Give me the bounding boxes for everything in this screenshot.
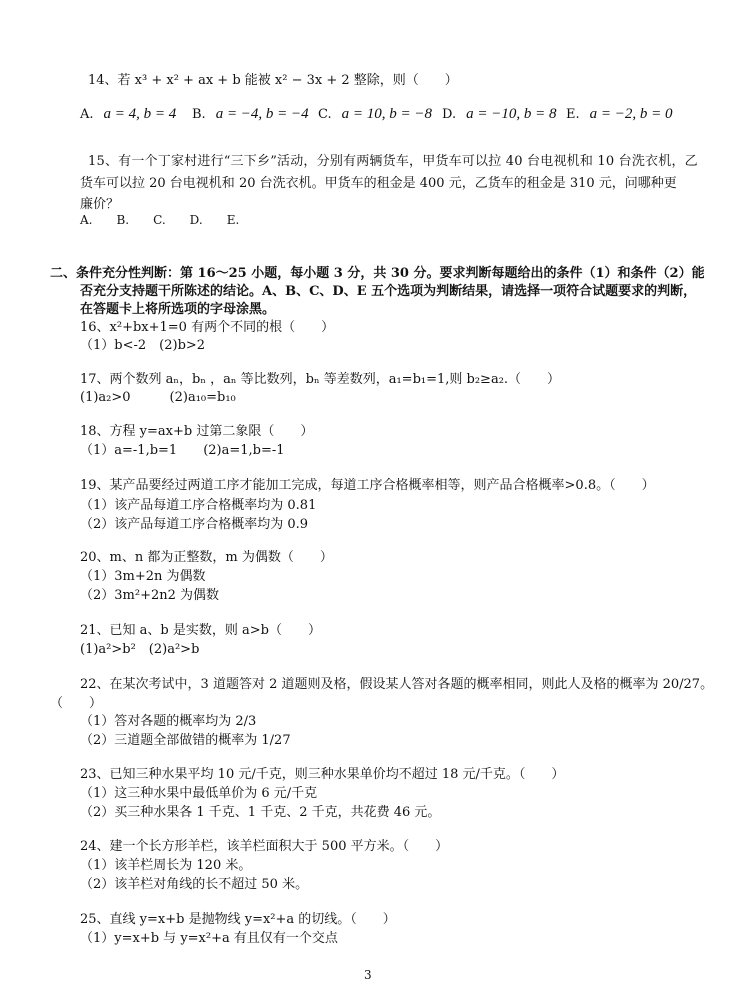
q14-option-d bbox=[442, 106, 556, 123]
q21-stem: 21、已知 a、b 是实数，则 a>b（ ） bbox=[80, 623, 321, 638]
q14-option-e bbox=[566, 106, 673, 123]
q15-line-2: 货车可以拉 20 台电视机和 20 台洗衣机。甲货车的租金是 400 元，乙货车的租金是 310 元，问哪种更 bbox=[80, 176, 677, 191]
q15-line-3: 廉价？ bbox=[80, 197, 120, 212]
q17-stem: 17、两个数列 aₙ，bₙ ，aₙ 等比数列，bₙ 等差数列，a₁=b₁=1,则 b₂≥a₂.（ ） bbox=[80, 372, 561, 387]
q16-condition-1: （1）b<-2 (2)b>2 bbox=[80, 338, 206, 353]
q18-condition-1: （1）a=-1,b=1 (2)a=1,b=-1 bbox=[80, 443, 285, 458]
q24-condition-2: （2）该羊栏对角线的长不超过 50 米。 bbox=[80, 877, 309, 892]
q15-options: A. B. C. D. E. bbox=[80, 213, 240, 227]
q25-condition-1: （1）y=x+b 与 y=x²+a 有且仅有一个交点 bbox=[80, 931, 338, 946]
q24-stem: 24、建一个长方形羊栏，该羊栏面积大于 500 平方米。（ ） bbox=[80, 839, 449, 854]
option-text: a = −2, b = 0 bbox=[589, 106, 673, 122]
q18-stem: 18、方程 y=ax+b 过第二象限（ ） bbox=[80, 424, 314, 439]
q20-stem: 20、m、n 都为正整数，m 为偶数（ ） bbox=[80, 550, 333, 565]
q23-stem: 23、已知三种水果平均 10 元/千克，则三种水果单价均不超过 18 元/千克。（ ） bbox=[80, 767, 565, 782]
q16-stem: 16、x²+bx+1=0 有两个不同的根（ ） bbox=[80, 320, 335, 335]
q14-stem: 14、若 x³ + x² + ax + b 能被 x² − 3x + 2 整除，则（ ） bbox=[88, 73, 458, 88]
option-text: a = −4, b = −4 bbox=[215, 106, 309, 122]
q20-condition-1: （1）3m+2n 为偶数 bbox=[80, 569, 206, 584]
option-letter: D. bbox=[442, 107, 457, 122]
q19-condition-1: （1）该产品每道工序合格概率均为 0.81 bbox=[80, 498, 317, 513]
q15-line-1: 15、有一个丁家村进行“三下乡”活动，分别有两辆货车，甲货车可以拉 40 台电视机和 10 台洗衣机，乙 bbox=[88, 154, 698, 169]
q22-stem-bracket: （ ） bbox=[50, 696, 103, 711]
q23-condition-1: （1）这三种水果中最低单价为 6 元/千克 bbox=[80, 786, 318, 801]
section-2-instructions-line-1: 二、条件充分性判断：第 16～25 小题，每小题 3 分，共 30 分。要求判断每题给出的条件（1）和条件（2）能 bbox=[50, 266, 705, 281]
option-text: a = −10, b = 8 bbox=[466, 106, 557, 122]
q22-condition-2: （2）三道题全部做错的概率为 1/27 bbox=[80, 733, 291, 748]
q22-condition-1: （1）答对各题的概率均为 2/3 bbox=[80, 714, 257, 729]
option-letter: B. bbox=[192, 107, 206, 122]
section-2-instructions-line-2: 否充分支持题干所陈述的结论。A、B、C、D、E 五个选项为判断结果，请选择一项符合试题要求的判断， bbox=[80, 284, 697, 299]
option-text: a = 10, b = −8 bbox=[341, 106, 432, 122]
option-text: a = 4, b = 4 bbox=[103, 106, 177, 122]
q17-condition-1: (1)a₂>0 (2)a₁₀=b₁₀ bbox=[80, 390, 236, 405]
q19-condition-2: （2）该产品每道工序合格概率均为 0.9 bbox=[80, 517, 309, 532]
q19-stem: 19、某产品要经过两道工序才能加工完成，每道工序合格概率相等，则产品合格概率>0.8。（ ） bbox=[80, 478, 655, 493]
q22-stem: 22、在某次考试中，3 道题答对 2 道题则及格，假设某人答对各题的概率相同，则此人及格的概率为 20/27。 bbox=[80, 677, 714, 692]
q14-option-c bbox=[318, 106, 432, 123]
option-letter: E. bbox=[566, 107, 580, 122]
q21-condition-1: (1)a²>b² (2)a²>b bbox=[80, 642, 200, 657]
q25-stem: 25、直线 y=x+b 是抛物线 y=x²+a 的切线。（ ） bbox=[80, 912, 396, 927]
q14-option-b bbox=[192, 106, 309, 123]
q24-condition-1: （1）该羊栏周长为 120 米。 bbox=[80, 858, 252, 873]
q14-option-a bbox=[80, 106, 176, 123]
q20-condition-2: （2）3m²+2n2 为偶数 bbox=[80, 588, 220, 603]
q23-condition-2: （2）买三种水果各 1 千克、1 千克、2 千克，共花费 46 元。 bbox=[80, 805, 441, 820]
section-2-instructions-line-3: 在答题卡上将所选项的字母涂黑。 bbox=[80, 302, 276, 317]
option-letter: A. bbox=[80, 107, 94, 122]
option-letter: C. bbox=[318, 107, 332, 122]
page-number: 3 bbox=[364, 968, 372, 982]
